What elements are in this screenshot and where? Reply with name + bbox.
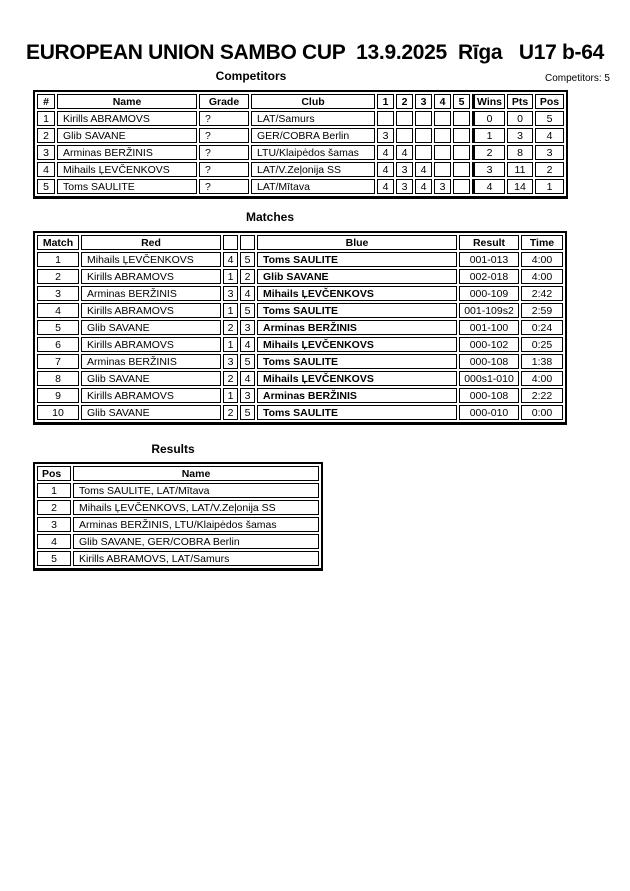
match-result-cell: 001-100 [459,320,519,335]
match-blue-name-cell: Mihails ĻEVČENKOVS [257,286,457,301]
col-header-time: Time [521,235,563,250]
match-time-cell: 0:25 [521,337,563,352]
competitor-club-cell: GER/COBRA Berlin [251,128,375,143]
page-title: EUROPEAN UNION SAMBO CUP 13.9.2025 Rīga U17 b-64 [25,41,605,64]
competitors-header [37,94,564,109]
competitor-pos-cell: 1 [535,179,564,194]
matches-header [37,235,563,250]
match-red-name-cell: Arminas BERŽINIS [81,354,221,369]
match-row [37,320,563,335]
competitor-row [37,128,564,143]
competitor-club-cell: LAT/V.Zeļonija SS [251,162,375,177]
match-result-cell: 002-018 [459,269,519,284]
result-name-cell: Arminas BERŽINIS, LTU/Klaipėdos šamas [73,517,319,532]
competitor-name-cell: Kirills ABRAMOVS [57,111,197,126]
competitor-row [37,145,564,160]
match-result-cell: 000-108 [459,354,519,369]
match-red-name-cell: Glib SAVANE [81,405,221,420]
match-row [37,269,563,284]
match-blue-num-cell: 4 [240,371,255,386]
competitor-wins-cell: 2 [472,145,505,160]
competitor-grade-cell: ? [199,179,249,194]
match-result-cell: 000-108 [459,388,519,403]
competitor-name-cell: Arminas BERŽINIS [57,145,197,160]
competitor-grade-cell: ? [199,111,249,126]
competitor-grade-cell: ? [199,162,249,177]
match-result-cell: 001-109s2 [459,303,519,318]
match-blue-num-cell: 5 [240,303,255,318]
competitor-score-4-cell [434,111,451,126]
match-num-cell: 4 [37,303,79,318]
match-time-cell: 2:22 [521,388,563,403]
result-name-cell: Mihails ĻEVČENKOVS, LAT/V.Zeļonija SS [73,500,319,515]
competitor-score-1-cell: 4 [377,145,394,160]
match-blue-num-cell: 4 [240,286,255,301]
match-blue-name-cell: Mihails ĻEVČENKOVS [257,371,457,386]
competitor-score-3-cell: 4 [415,179,432,194]
result-pos-cell: 5 [37,551,71,566]
competitor-score-4-cell: 3 [434,179,451,194]
results-section-title: Results [151,442,195,456]
match-blue-num-cell: 5 [240,252,255,267]
competitor-score-5-cell [453,162,470,177]
match-red-name-cell: Kirills ABRAMOVS [81,388,221,403]
match-blue-name-cell: Arminas BERŽINIS [257,388,457,403]
competitor-score-2-cell: 3 [396,179,413,194]
competitor-pos-cell: 3 [535,145,564,160]
match-blue-num-cell: 5 [240,405,255,420]
col-header-grade: Grade [199,94,249,109]
competitor-grade-cell: ? [199,145,249,160]
match-red-num-cell: 2 [223,320,238,335]
col-header-match: Match [37,235,79,250]
result-pos-cell: 3 [37,517,71,532]
result-pos-cell: 1 [37,483,71,498]
competitor-pts-cell: 3 [507,128,533,143]
competitor-score-1-cell: 3 [377,128,394,143]
competitors-body [37,111,564,194]
result-row [37,500,319,515]
competitor-num-cell: 1 [37,111,55,126]
competitor-pts-cell: 14 [507,179,533,194]
match-time-cell: 0:00 [521,405,563,420]
match-time-cell: 0:24 [521,320,563,335]
competitor-row [37,179,564,194]
match-red-name-cell: Kirills ABRAMOVS [81,337,221,352]
competitors-section-title: Competitors [215,69,287,83]
match-num-cell: 7 [37,354,79,369]
competitor-score-5-cell [453,128,470,143]
match-time-cell: 2:59 [521,303,563,318]
competitor-score-1-cell: 4 [377,179,394,194]
match-red-num-cell: 2 [223,371,238,386]
match-blue-name-cell: Mihails ĻEVČENKOVS [257,337,457,352]
competitor-score-3-cell [415,111,432,126]
competitors-header-row [37,94,564,109]
competitor-num-cell: 3 [37,145,55,160]
competitor-club-cell: LAT/Mītava [251,179,375,194]
match-blue-num-cell: 3 [240,320,255,335]
competitor-row [37,162,564,177]
competitor-pos-cell: 2 [535,162,564,177]
competitor-score-3-cell [415,128,432,143]
match-num-cell: 1 [37,252,79,267]
match-time-cell: 4:00 [521,371,563,386]
competitor-score-5-cell [453,179,470,194]
competitors-table [33,90,568,199]
competitors-count-label: Competitors: 5 [544,73,610,84]
col-header-result-name: Name [73,466,319,481]
col-header-round-2: 2 [396,94,413,109]
competitor-score-2-cell [396,111,413,126]
col-header-round-5: 5 [453,94,470,109]
results-table [33,462,323,571]
competitor-pts-cell: 8 [507,145,533,160]
match-row [37,252,563,267]
match-num-cell: 10 [37,405,79,420]
competitor-score-2-cell: 4 [396,145,413,160]
competitor-pts-cell: 0 [507,111,533,126]
col-header-round-3: 3 [415,94,432,109]
competitor-club-cell: LAT/Samurs [251,111,375,126]
competitor-score-4-cell [434,162,451,177]
col-header-name: Name [57,94,197,109]
competitor-score-3-cell: 4 [415,162,432,177]
result-name-cell: Toms SAULITE, LAT/Mītava [73,483,319,498]
match-blue-num-cell: 3 [240,388,255,403]
match-red-name-cell: Mihails ĻEVČENKOVS [81,252,221,267]
match-result-cell: 000s1-010 [459,371,519,386]
match-num-cell: 8 [37,371,79,386]
match-num-cell: 2 [37,269,79,284]
competitor-score-5-cell [453,145,470,160]
match-blue-num-cell: 2 [240,269,255,284]
result-pos-cell: 4 [37,534,71,549]
match-result-cell: 000-102 [459,337,519,352]
competitor-num-cell: 5 [37,179,55,194]
col-header-pos: Pos [535,94,564,109]
competitor-name-cell: Toms SAULITE [57,179,197,194]
result-row [37,517,319,532]
match-red-name-cell: Kirills ABRAMOVS [81,303,221,318]
match-blue-name-cell: Toms SAULITE [257,405,457,420]
match-blue-name-cell: Toms SAULITE [257,354,457,369]
match-red-num-cell: 1 [223,303,238,318]
match-blue-name-cell: Glib SAVANE [257,269,457,284]
match-red-name-cell: Glib SAVANE [81,371,221,386]
match-time-cell: 4:00 [521,252,563,267]
match-num-cell: 6 [37,337,79,352]
match-result-cell: 000-010 [459,405,519,420]
match-time-cell: 1:38 [521,354,563,369]
matches-table [33,231,567,425]
match-red-name-cell: Kirills ABRAMOVS [81,269,221,284]
match-blue-num-cell: 5 [240,354,255,369]
match-row [37,286,563,301]
match-num-cell: 9 [37,388,79,403]
match-blue-name-cell: Toms SAULITE [257,303,457,318]
matches-section-title: Matches [245,210,295,224]
result-row [37,534,319,549]
competitor-wins-cell: 0 [472,111,505,126]
competitor-score-1-cell: 4 [377,162,394,177]
match-result-cell: 000-109 [459,286,519,301]
match-row [37,354,563,369]
match-result-cell: 001-013 [459,252,519,267]
competitor-pos-cell: 4 [535,128,564,143]
col-header-wins: Wins [472,94,505,109]
match-row [37,388,563,403]
competitor-grade-cell: ? [199,128,249,143]
competitor-score-2-cell [396,128,413,143]
result-name-cell: Kirills ABRAMOVS, LAT/Samurs [73,551,319,566]
results-header-row [37,466,319,481]
match-time-cell: 4:00 [521,269,563,284]
col-header-red: Red [81,235,221,250]
match-num-cell: 5 [37,320,79,335]
competitor-score-5-cell [453,111,470,126]
match-row [37,371,563,386]
competitor-name-cell: Glib SAVANE [57,128,197,143]
match-red-num-cell: 1 [223,337,238,352]
match-blue-num-cell: 4 [240,337,255,352]
competitor-wins-cell: 3 [472,162,505,177]
result-row [37,551,319,566]
match-red-num-cell: 1 [223,388,238,403]
col-header-result: Result [459,235,519,250]
match-red-num-cell: 3 [223,354,238,369]
col-header-blue: Blue [257,235,457,250]
competitor-score-2-cell: 3 [396,162,413,177]
match-row [37,405,563,420]
col-header-club: Club [251,94,375,109]
col-header-result-pos: Pos [37,466,71,481]
competitor-club-cell: LTU/Klaipėdos šamas [251,145,375,160]
competitor-num-cell: 2 [37,128,55,143]
competitor-wins-cell: 1 [472,128,505,143]
col-header-blue-num [240,235,255,250]
match-row [37,303,563,318]
col-header-red-num [223,235,238,250]
match-blue-name-cell: Toms SAULITE [257,252,457,267]
competitor-num-cell: 4 [37,162,55,177]
match-row [37,337,563,352]
results-header [37,466,319,481]
match-red-num-cell: 3 [223,286,238,301]
result-pos-cell: 2 [37,500,71,515]
match-time-cell: 2:42 [521,286,563,301]
col-header-round-1: 1 [377,94,394,109]
col-header-round-4: 4 [434,94,451,109]
competitor-score-4-cell [434,145,451,160]
match-num-cell: 3 [37,286,79,301]
competitor-pos-cell: 5 [535,111,564,126]
col-header-pts: Pts [507,94,533,109]
match-red-num-cell: 4 [223,252,238,267]
match-red-name-cell: Glib SAVANE [81,320,221,335]
match-red-num-cell: 1 [223,269,238,284]
col-header-num: # [37,94,55,109]
result-row [37,483,319,498]
competitor-row [37,111,564,126]
competitor-score-3-cell [415,145,432,160]
matches-header-row [37,235,563,250]
match-red-num-cell: 2 [223,405,238,420]
match-red-name-cell: Arminas BERŽINIS [81,286,221,301]
competitor-score-1-cell [377,111,394,126]
competitor-wins-cell: 4 [472,179,505,194]
match-blue-name-cell: Arminas BERŽINIS [257,320,457,335]
result-name-cell: Glib SAVANE, GER/COBRA Berlin [73,534,319,549]
matches-body [37,252,563,420]
competitor-name-cell: Mihails ĻEVČENKOVS [57,162,197,177]
competitor-pts-cell: 11 [507,162,533,177]
competitor-score-4-cell [434,128,451,143]
results-body [37,483,319,566]
